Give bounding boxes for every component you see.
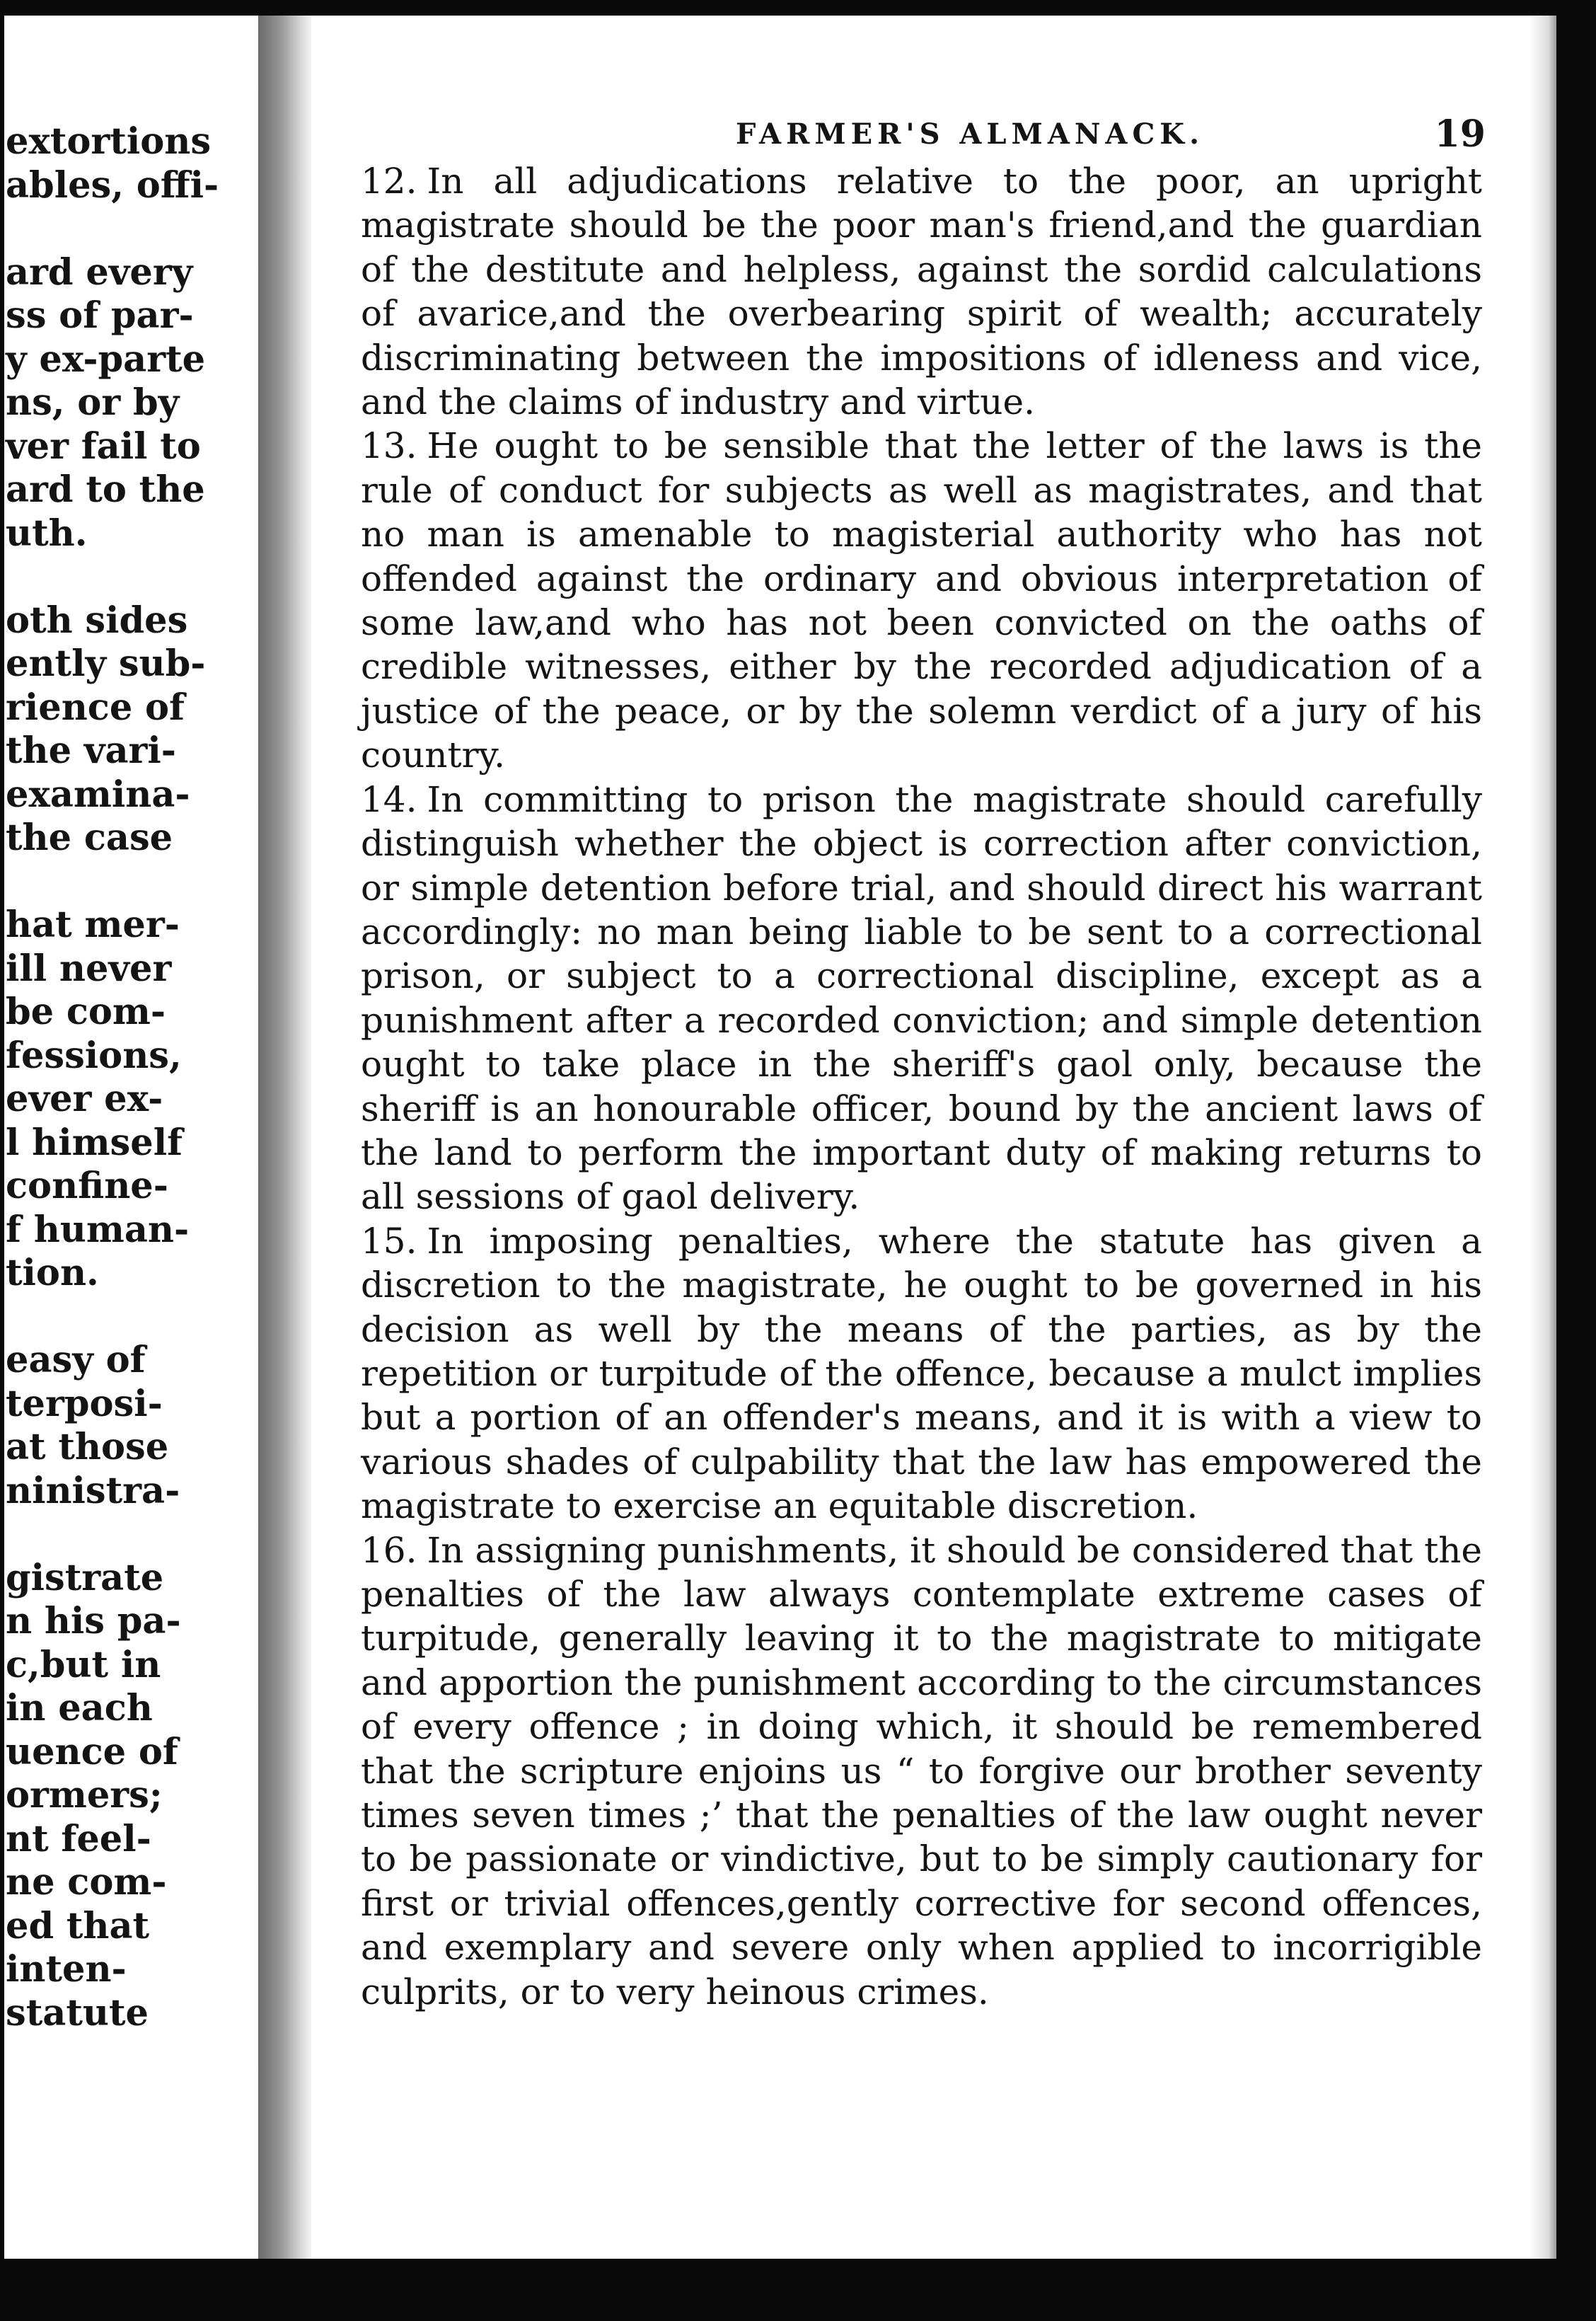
left-page-line: in each (6, 1687, 153, 1729)
paragraph-16 (361, 1528, 1482, 2014)
left-page-fragment (0, 120, 255, 2102)
left-page-line: the case (6, 817, 173, 859)
left-page-line: inten- (6, 1948, 127, 1991)
left-page-line: terposi- (6, 1382, 163, 1425)
paragraph-number: 13. (361, 425, 417, 467)
left-page-line: be com- (6, 991, 166, 1033)
paragraph-text: In all adjudications relative to the poor, an upright magistrate should be the poor man's friend,and the guardian of the destitute and helpless, against the sordid calculations of avarice,and the overbearing spirit of wealth; accurately discriminating between the impositions of idleness and vice, and the claims of industry and virtue. (361, 161, 1482, 423)
left-page-line: uence of (6, 1730, 178, 1773)
left-page-line: rience of (6, 686, 185, 729)
paragraph-number: 15. (361, 1220, 417, 1262)
left-page-line: ormers; (6, 1774, 163, 1816)
left-page-line: the vari- (6, 730, 176, 772)
left-page-line: uth. (6, 512, 88, 555)
left-page-line: gistrate (6, 1556, 164, 1599)
left-page-line: ard to the (6, 468, 205, 511)
left-page-line: ed that (6, 1904, 150, 1947)
left-page-line: f human- (6, 1208, 190, 1251)
left-page-line: ill never (6, 947, 172, 990)
book-gutter (258, 16, 311, 2259)
left-page-line: hat mer- (6, 904, 180, 946)
page-number: 19 (1434, 113, 1486, 156)
left-page-line: easy of (6, 1339, 146, 1381)
left-page-line: ently sub- (6, 643, 206, 685)
paragraph-text: In assigning punishments, it should be considered that the penalties of the law always contemplate extreme cases of turpitude, generally leaving it to the magistrate to mitigate and apportion the punishment according to the circumstances of every offence ; in doing which, it should be remembered that the scripture enjoins us “ to forgive our brother seventy times seven times ;’ that the penalties of the law ought never to be passionate or vindictive, but to be simply cautionary for first or trivial offences,gently corrective for second offences, and exemplary and severe only when applied to incorrigible culprits, or to very heinous crimes. (361, 1529, 1482, 2012)
left-page-line: statute (6, 1991, 149, 2034)
left-page-line: extortions (6, 120, 212, 163)
left-page-line: tion. (6, 1252, 99, 1294)
left-page-line: fessions, (6, 1034, 182, 1077)
left-page-line: examina- (6, 773, 190, 816)
left-page-line: at those (6, 1426, 169, 1468)
left-page-line: c,but in (6, 1643, 161, 1686)
right-page (311, 92, 1528, 2243)
body-text (361, 159, 1482, 2014)
left-page-line: nt feel- (6, 1817, 151, 1860)
paragraph-14 (361, 778, 1482, 1219)
paragraph-15 (361, 1219, 1482, 1528)
scan-border-top (0, 0, 1596, 16)
page-edge (1530, 16, 1556, 2259)
left-page-line: ns, or by (6, 381, 180, 424)
scan-border-right (1556, 0, 1596, 2321)
paragraph-number: 14. (361, 778, 417, 820)
paragraph-text: He ought to be sensible that the letter of the laws is the rule of conduct for subjects as well as magistrates, and that no man is amenable to magisterial authority who has not offended against the ordinary and obvious interpretation of some law,and who has not been convicted on the oaths of credible witnesses, either by the recorded adjudication of a justice of the peace, or by the solemn verdict of a jury of his country. (361, 425, 1482, 776)
paragraph-13 (361, 424, 1482, 777)
paragraph-12 (361, 159, 1482, 424)
left-page-line: n his pa- (6, 1600, 181, 1642)
paragraph-text: In committing to prison the magistrate should carefully distinguish whether the object is correction after conviction, or simple detention before trial, and should direct his warrant accordingly: no man being liable to be sent to a correctional prison, or subject to a correctional discipline, except as a punishment after a recorded conviction; and simple detention ought to take place in the sheriff's gaol only, because the sheriff is an honourable officer, bound by the ancient laws of the land to perform the important duty of making returns to all sessions of gaol delivery. (361, 778, 1482, 1218)
left-page-line: ver fail to (6, 425, 201, 468)
left-page-line: ever ex- (6, 1078, 163, 1120)
running-title: FARMER'S ALMANACK. (736, 117, 1204, 151)
paragraph-number: 16. (361, 1529, 417, 1571)
scan-border-bottom (0, 2259, 1596, 2321)
paragraph-text: In imposing penalties, where the statute has given a discretion to the magistrate, he ought to be governed in his decision as well by the means of the parties, as by the repetition or turpitude of the offence, because a mulct implies but a portion of an offender's means, and it is with a view to various shades of culpability that the law has empowered the magistrate to exercise an equitable discretion. (361, 1220, 1482, 1527)
left-page-line: ne com- (6, 1861, 167, 1904)
left-page-line: ss of par- (6, 294, 194, 337)
left-page-line: confine- (6, 1165, 168, 1207)
paragraph-number: 12. (361, 161, 417, 202)
left-page-line: ninistra- (6, 1469, 180, 1512)
left-page-line: oth sides (6, 599, 188, 642)
running-head (311, 110, 1528, 163)
left-page-line: l himself (6, 1121, 183, 1164)
left-page-line: y ex-parte (6, 338, 206, 381)
left-page-line: ables, offi- (6, 163, 219, 207)
left-page-line: ard every (6, 250, 193, 294)
